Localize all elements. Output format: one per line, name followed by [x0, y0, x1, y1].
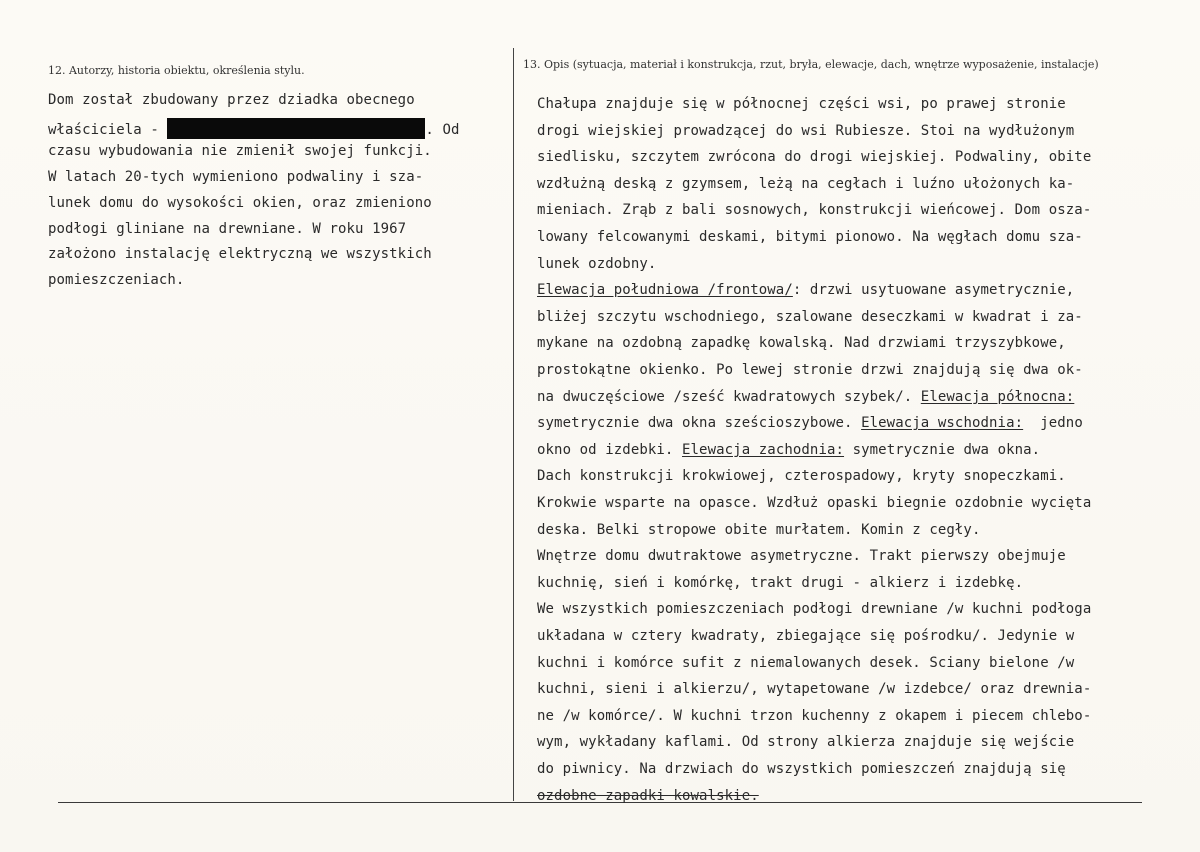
text-segment: mieniach. Zrąb z bali sosnowych, konstrukcji wieńcowej. Dom osza- — [537, 202, 1092, 219]
text-segment: Chałupa znajduje się w północnej części wsi, po prawej stronie — [537, 96, 1066, 112]
text-segment: deska. Belki stropowe obite murłatem. Komin z cegły. — [537, 521, 981, 538]
text-line — [537, 761, 1066, 781]
text-line — [537, 734, 1074, 754]
text-segment: bliżej szczytu wschodniego, szalowane deseczkami w kwadrat i za- — [537, 308, 1083, 325]
text-segment: lunek ozdobny. — [537, 255, 657, 272]
text-line — [537, 202, 1091, 222]
text-segment: wym, wykładany kaflami. Od strony alkierza znajduje się wejście — [537, 734, 1075, 751]
text-line — [537, 788, 759, 808]
text-line — [48, 246, 432, 266]
text-segment: okno od izdebki. — [537, 441, 682, 458]
text-line — [48, 272, 184, 292]
text-segment: ne /w komórce/. W kuchni trzon kuchenny z okapem i piecem chlebo- — [537, 707, 1092, 724]
text-segment: podłogi gliniane na drewniane. W roku 1967 — [48, 220, 407, 237]
text-line — [48, 118, 460, 138]
text-line — [537, 468, 1066, 488]
text-line — [537, 362, 1083, 382]
text-line — [48, 221, 406, 241]
underlined-heading: Elewacja wschodnia: — [861, 415, 1024, 432]
text-segment: symetrycznie dwa okna sześcioszybowe. — [537, 415, 862, 432]
text-segment: ozdobne zapadki kowalskie. — [537, 787, 759, 804]
underlined-heading: Elewacja zachodnia: — [682, 441, 845, 458]
text-segment: właściciela - — [48, 121, 168, 138]
text-segment: wzdłużną deską z gzymsem, leżą na cegłach i luźno ułożonych ka- — [537, 175, 1075, 192]
text-line — [537, 123, 1074, 143]
text-segment: lowany felcowanymi deskami, bitymi pionowo. Na węgłach domu sza- — [537, 229, 1083, 245]
text-segment: . Od — [425, 121, 460, 138]
text-segment: założono instalację elektryczną we wszystkich — [48, 246, 432, 263]
text-line — [48, 143, 432, 163]
text-segment: układana w cztery kwadraty, zbiegające się pośrodku/. Jedynie w — [537, 628, 1075, 644]
text-line — [537, 655, 1074, 675]
text-segment: pomieszczeniach. — [48, 271, 185, 288]
text-segment: siedlisku, szczytem zwrócona do drogi wiejskiej. Podwaliny, obite — [537, 149, 1092, 166]
text-segment: : drzwi usytuowane asymetrycznie, — [792, 282, 1075, 299]
redaction-bar — [167, 118, 425, 139]
text-line — [537, 575, 1023, 595]
section-12-heading: 12. Autorzy, historia obiektu, określenia stylu. — [48, 64, 305, 77]
text-segment: We wszystkich pomieszczeniach podłogi drewniane /w kuchni podłoga — [537, 601, 1092, 618]
text-segment: mykane na ozdobną zapadkę kowalską. Nad drzwiami trzyszybkowe, — [537, 335, 1066, 352]
text-line — [537, 309, 1083, 329]
underlined-heading: Elewacja północna: — [920, 388, 1075, 405]
text-line — [537, 149, 1091, 169]
text-line — [48, 92, 415, 112]
text-line — [537, 601, 1091, 621]
text-segment: W latach 20-tych wymieniono podwaliny i sza- — [48, 169, 424, 186]
section-13-heading: 13. Opis (sytuacja, materiał i konstrukcja, rzut, bryła, elewacje, dach, wnętrze wyposażenie, instalacje) — [523, 58, 1099, 71]
text-segment: na dwuczęściowe /sześć kwadratowych szybek/. — [537, 388, 921, 405]
text-line — [537, 389, 1074, 409]
text-segment: Dom został zbudowany przez dziadka obecnego — [48, 92, 415, 108]
text-segment: symetrycznie dwa okna. — [844, 441, 1041, 458]
text-segment: kuchni, sieni i alkierzu/, wytapetowane /w izdebce/ oraz drewnia- — [537, 681, 1092, 698]
text-line — [537, 176, 1074, 196]
text-line — [537, 442, 1040, 462]
text-line — [537, 628, 1074, 648]
text-segment: Krokwie wsparte na opasce. Wzdłuż opaski biegnie ozdobnie wycięta — [537, 495, 1092, 511]
column-divider — [513, 48, 514, 801]
text-segment: kuchnię, sień i komórkę, trakt drugi - alkierz i izdebkę. — [537, 574, 1024, 591]
text-line — [537, 495, 1091, 515]
text-line — [537, 335, 1066, 355]
text-line — [537, 548, 1066, 568]
text-segment: lunek domu do wysokości okien, oraz zmieniono — [48, 194, 432, 211]
text-line — [537, 282, 1074, 302]
text-line — [48, 195, 432, 215]
text-line — [537, 229, 1083, 249]
text-segment: Dach konstrukcji krokwiowej, czterospadowy, kryty snopeczkami. — [537, 468, 1066, 485]
text-line — [537, 522, 981, 542]
text-line — [537, 256, 656, 276]
text-line — [537, 96, 1066, 116]
text-segment: drogi wiejskiej prowadzącej do wsi Rubiesze. Stoi na wydłużonym — [537, 122, 1075, 139]
text-line — [48, 169, 423, 189]
text-line — [537, 708, 1091, 728]
text-line — [537, 681, 1091, 701]
text-segment: Wnętrze domu dwutraktowe asymetryczne. Trakt pierwszy obejmuje — [537, 548, 1066, 565]
text-line — [537, 415, 1083, 435]
text-segment: kuchni i komórce sufit z niemalowanych desek. Sciany bielone /w — [537, 654, 1075, 671]
text-segment: prostokątne okienko. Po lewej stronie drzwi znajdują się dwa ok- — [537, 362, 1083, 378]
text-segment: do piwnicy. Na drzwiach do wszystkich pomieszczeń znajdują się — [537, 761, 1066, 777]
underlined-heading: Elewacja południowa /frontowa/ — [537, 282, 793, 299]
text-segment: czasu wybudowania nie zmienił swojej funkcji. — [48, 143, 432, 160]
text-segment: jedno — [1023, 415, 1083, 432]
